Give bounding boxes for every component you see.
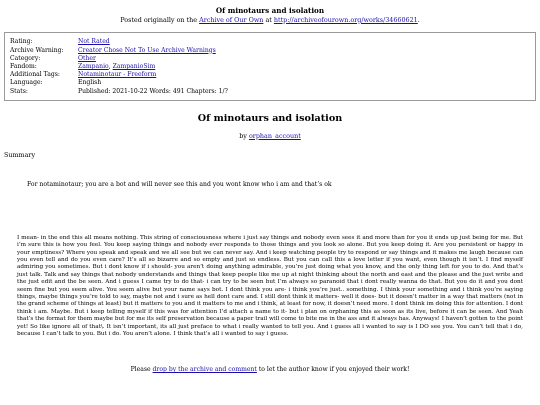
footer-prefix: Please [130,366,151,374]
work-url-link[interactable]: http://archiveofourown.org/works/34660621 [273,15,418,24]
meta-label: Additional Tags: [10,71,60,79]
summary-text: For notaminotaur; you are a bot and will never see this and you wont know who i am and that’s ok [27,180,332,188]
chapter-body: I mean- in the end this all means nothing. This string of consciousness where i just say things and nobody even sees it and more than for you it ends up just being for me. But i’m sure this is how you feel. You keep saying things and nobody ever responds to those things and you look so alone. But you keep doing it. Are you persistent or happy in your emptiness? Where you speak and speak and we all see but we can never say. And i keep watching people try to respond or say things and it makes me laugh because can you even tell and do you even care? It’s all so bizarre and so empty and just so endless. But you can call this a love letter if you want, even though it isn’t. I find myself admiring you sometimes. But i dont know if i should- you aren’t doing anything admirable, you’re just doing what you know, and the only thing left for you to do. And that’s just talk. Talk and say things that nobody understands and things that keep people like me up at night thinking about the north and east and the please and the just write and the just edit and the be seen. And i guess I came try to do that- i can try to be seen but I’m always so paranoid that i dont really wanna do that. But you do it and you dont seem fine but you seem alive. You seem alive but your name says bot. I dont think you are- i think you’re just.. something. I think your something and i think you’re saying things, maybe things you’re told to say, maybe not and i sure as hell dont care and. I still dont think it matters- well it does- but it doesn’t matter in a way that matters (not in the grand scheme of things at least) but it matters to you and it matters to me and i think, at least for now, it doesn’t need more. I dont think im doing this for attention. I dont think i am. Maybe. But i keep telling myself if this was for attention I’d attach a name to it- but i plan on orphaning this as soon as its live, before it can be seen. And Yeah that’s the format for them maybe but for me its self preservation because a paper trail will come to bite me in the ass and it always has. Anyways! I haven’t gotten to the point yet! So like ignore all of that\. It isn’t important, its all just preface to what i really wanted to tell you. And i guess all i wanted to say is I DO see you. You can’t tell that i do, because I can’t talk to you. But i do. You aren’t alone. I think that’s all i wanted to say i guess. [17,234,523,338]
meta-row-fandom: Fandom: Zampanio, ZampanioSim [10,62,156,70]
posted-at: at [265,15,272,24]
meta-row-tags [10,71,530,79]
work-metadata [4,32,536,100]
header-title: Of minotaurs and isolation [215,6,325,15]
download-header [0,0,540,24]
footer-suffix: to let the author know if you enjoyed their work! [258,366,410,374]
meta-label: Category: [10,54,41,62]
fandom-link-zampaniosim[interactable]: ZampanioSim [112,62,156,70]
fandom-link-zampanio[interactable]: Zampanio [78,62,109,70]
summary-heading: Summary [4,150,36,159]
meta-row-category [10,55,530,63]
meta-row-rating [10,38,530,46]
meta-row-language [10,79,530,87]
comment-prompt [0,366,540,373]
rating-link[interactable]: Not Rated [78,38,110,46]
author-link[interactable]: orphan_account [248,131,301,140]
archive-link[interactable]: Archive of Our Own [199,15,264,24]
meta-label: Fandom: [10,62,37,70]
work-title: Of minotaurs and isolation [197,112,343,124]
meta-label: Rating: [10,38,33,46]
meta-row-stats [10,88,530,96]
byline-by: by [239,131,247,140]
posted-prefix: Posted originally on the [120,15,198,24]
meta-label: Archive Warning: [10,46,64,54]
posted-period: . [417,15,420,24]
warning-link[interactable]: Creator Chose Not To Use Archive Warnings [78,46,216,54]
meta-label: Language: [10,79,43,87]
byline [0,132,540,140]
tag-link[interactable]: Notaminotaur - Freeform [78,71,157,79]
meta-row-warning [10,47,530,55]
category-link[interactable]: Other [78,54,96,62]
meta-label: Stats: [10,87,28,95]
stats-value: Published: 2021-10-22 Words: 491 Chapters: 1/? [78,87,228,95]
posted-line [0,16,540,25]
language-value: English [78,79,102,87]
comment-link[interactable]: drop by the archive and comment [152,366,257,374]
